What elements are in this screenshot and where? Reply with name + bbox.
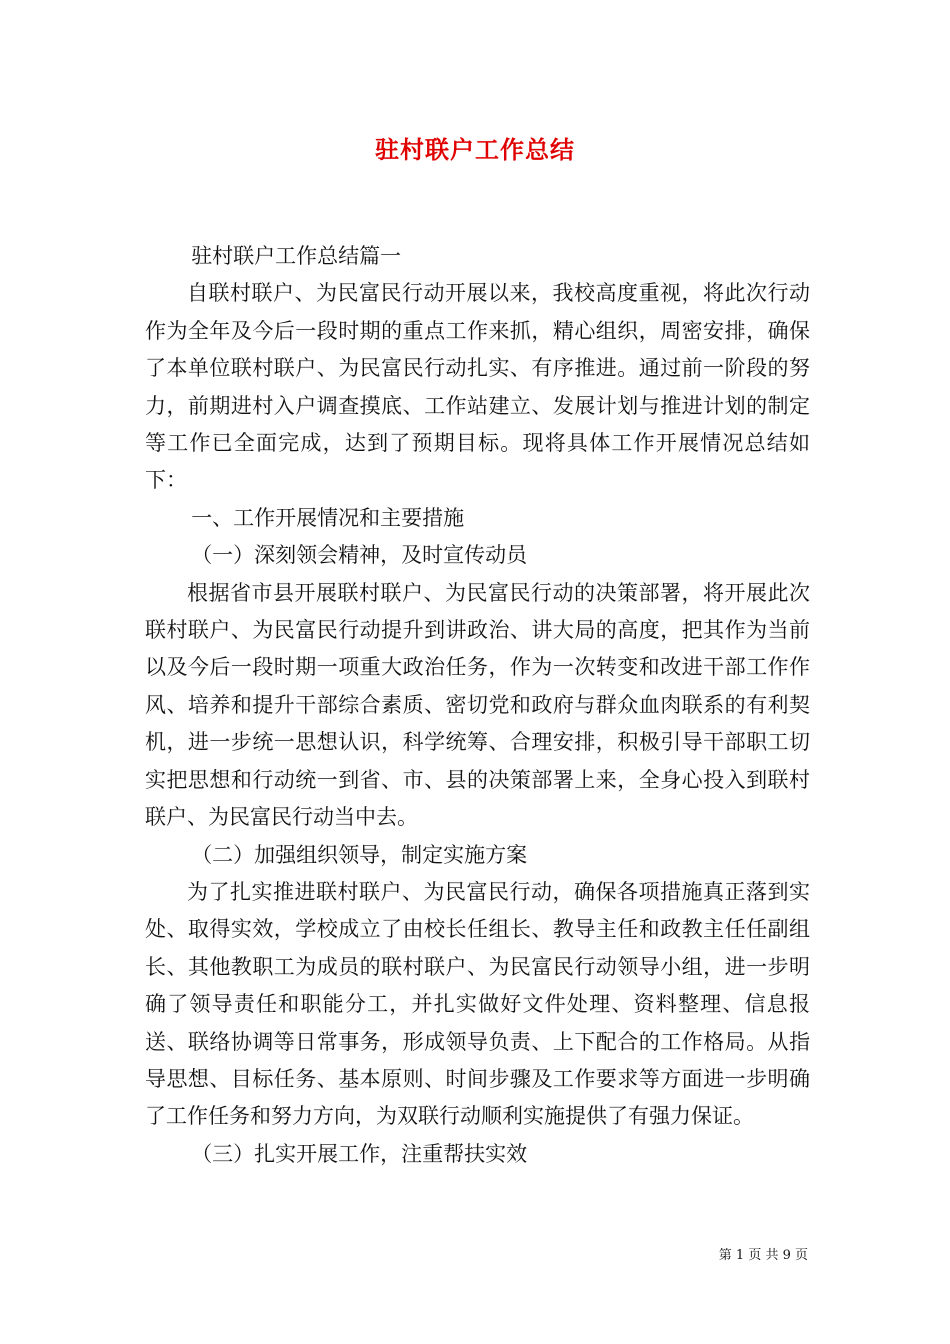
section-heading: 驻村联户工作总结篇一 — [191, 244, 402, 268]
section-heading: 一、工作开展情况和主要措施 — [191, 505, 465, 530]
subsection-heading: （三）扎实开展工作，注重帮扶实效 — [191, 1141, 528, 1166]
paragraph: 自联村联户、为民富民行动开展以来，我校高度重视，将此次行动作为全年及今后一段时期的重点工作来抓，精心组织，周密安排，确保了本单位联村联户、为民富民行动扎实、有序推进。通过前一阶段的努力，前期进村入户调查摸底、工作站建立、发展计划与推进计划的制定等工作已全面完成，达到了预期目标。现将具体工作开展情况总结如下： — [145, 281, 810, 493]
page-number: 第 1 页 共 9 页 — [718, 1248, 808, 1263]
paragraph: 根据省市县开展联村联户、为民富民行动的决策部署，将开展此次联村联户、为民富民行动提升到讲政治、讲大局的高度，把其作为当前以及今后一段时期一项重大政治任务，作为一次转变和改进干部工作作风、培养和提升干部综合素质、密切党和政府与群众血肉联系的有利契机，进一步统一思想认识，科学统筹、合理安排，积极引导干部职工切实把思想和行动统一到省、市、县的决策部署上来，全身心投入到联村联户、为民富民行动当中去。 — [145, 580, 810, 830]
document-title: 驻村联户工作总结 — [375, 135, 575, 164]
document-body — [145, 238, 810, 1173]
subsection-heading: （二）加强组织领导，制定实施方案 — [191, 842, 528, 867]
paragraph: 为了扎实推进联村联户、为民富民行动，确保各项措施真正落到实处、取得实效，学校成立了由校长任组长、教导主任和政教主任任副组长、其他教职工为成员的联村联户、为民富民行动领导小组，进一步明确了领导责任和职能分工，并扎实做好文件处理、资料整理、信息报送、联络协调等日常事务，形成领导负责、上下配合的工作格局。从指导思想、目标任务、基本原则、时间步骤及工作要求等方面进一步明确了工作任务和努力方向，为双联行动顺利实施提供了有强力保证。 — [145, 879, 810, 1129]
subsection-heading: （一）深刻领会精神，及时宣传动员 — [191, 543, 528, 568]
